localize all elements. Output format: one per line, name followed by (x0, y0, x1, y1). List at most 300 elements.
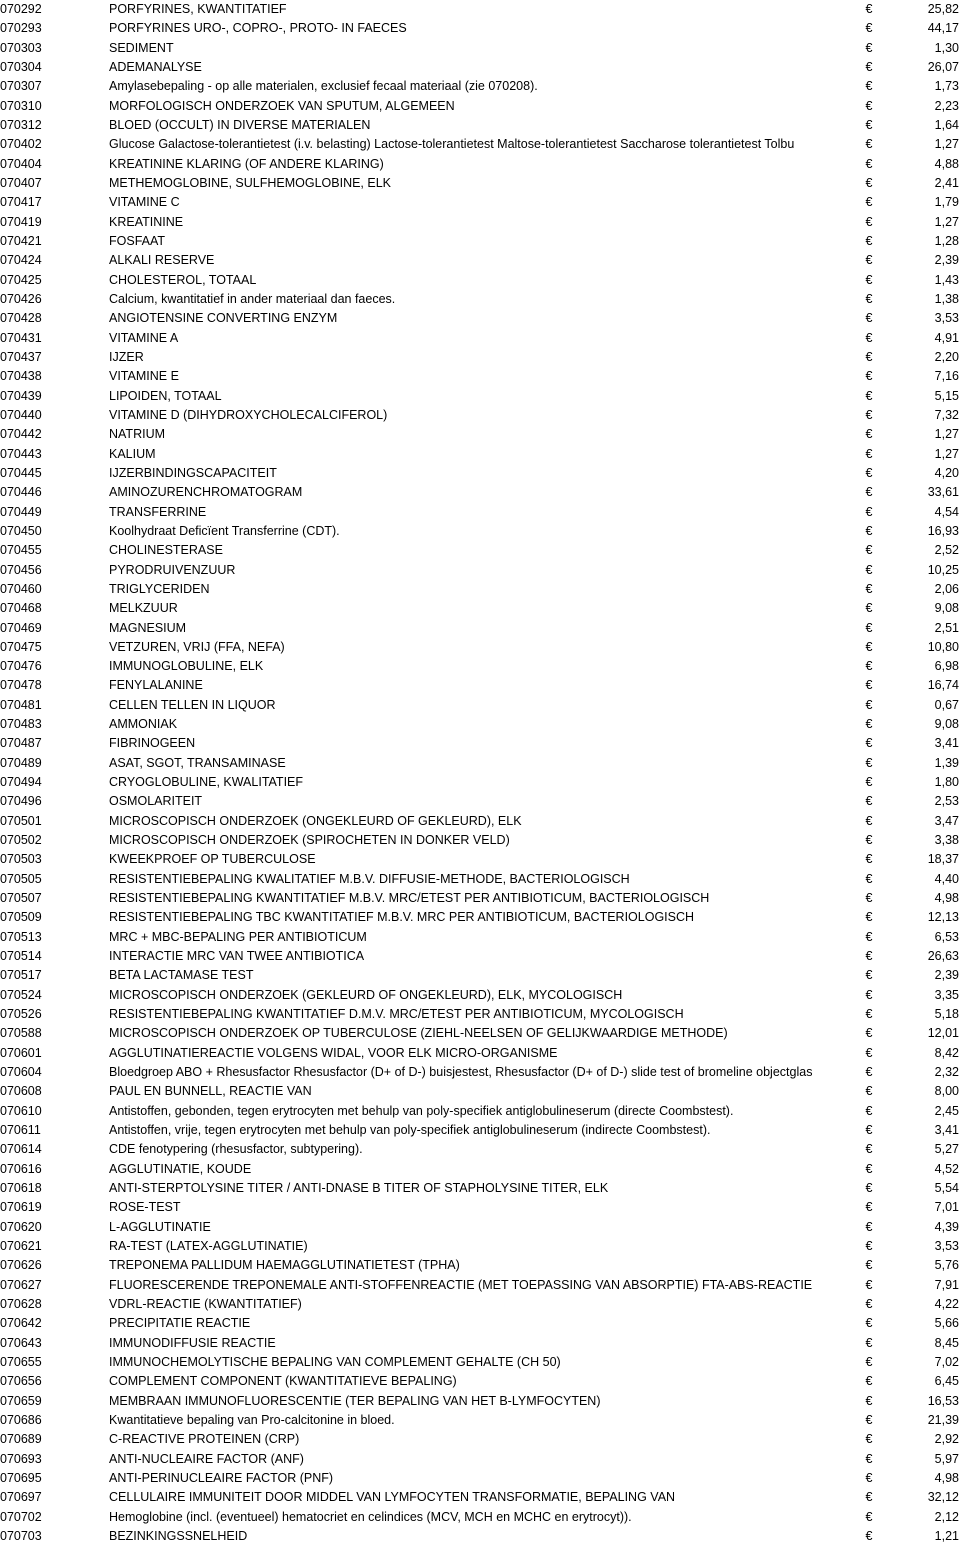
row-price: 1,43 (934, 272, 959, 287)
row-code: 070608 (0, 1084, 42, 1099)
row-description: AGGLUTINATIE, KOUDE (109, 1161, 252, 1176)
row-description: TRIGLYCERIDEN (109, 581, 210, 596)
table-row (0, 251, 960, 270)
row-code: 070304 (0, 59, 42, 74)
row-price: 7,01 (934, 1200, 959, 1215)
row-description: LIPOIDEN, TOTAAL (109, 388, 222, 403)
row-code: 070419 (0, 214, 42, 229)
row-description: PRECIPITATIE REACTIE (109, 1316, 251, 1331)
row-code: 070428 (0, 311, 42, 326)
row-code: 070616 (0, 1161, 42, 1176)
row-price: 1,28 (934, 233, 959, 248)
row-description: KWEEKPROEF OP TUBERCULOSE (109, 852, 316, 867)
table-row (0, 367, 960, 386)
row-description: ANGIOTENSINE CONVERTING ENZYM (109, 311, 338, 326)
row-price: 1,27 (934, 427, 959, 442)
table-row (0, 232, 960, 251)
row-code: 070440 (0, 407, 42, 422)
currency-symbol: € (865, 1142, 873, 1157)
row-price: 16,74 (927, 678, 959, 693)
row-price: 7,16 (934, 369, 959, 384)
currency-symbol: € (865, 794, 873, 809)
table-row (0, 1121, 960, 1140)
currency-symbol: € (865, 1084, 873, 1099)
row-code: 070689 (0, 1432, 42, 1447)
row-code: 070697 (0, 1490, 42, 1505)
row-price: 4,20 (934, 465, 959, 480)
row-description: CELLULAIRE IMMUNITEIT DOOR MIDDEL VAN LYMFOCYTEN TRANSFORMATIE, BEPALING VAN (109, 1490, 676, 1505)
table-row (0, 1024, 960, 1043)
row-code: 070503 (0, 852, 42, 867)
table-row (0, 309, 960, 328)
currency-symbol: € (865, 1103, 873, 1118)
row-price: 3,53 (934, 1239, 959, 1253)
row-code: 070481 (0, 697, 42, 712)
table-row (0, 213, 960, 232)
currency-symbol: € (865, 388, 873, 403)
row-price: 8,00 (934, 1084, 959, 1099)
row-code: 070614 (0, 1142, 42, 1157)
row-description: MELKZUUR (109, 601, 178, 616)
row-description: Bloedgroep ABO + Rhesusfactor Rhesusfactor (D+ of D-) buisjestest, Rhesusfactor (D+ of D-) slide test of bromeline objectglas (109, 1065, 813, 1080)
table-row (0, 1044, 960, 1063)
row-code: 070292 (0, 2, 42, 16)
row-code: 070443 (0, 446, 42, 461)
row-price: 10,80 (927, 639, 959, 654)
table-row (0, 1527, 960, 1546)
row-code: 070507 (0, 891, 42, 906)
currency-symbol: € (865, 1393, 873, 1408)
table-row (0, 1198, 960, 1217)
table-row (0, 792, 960, 811)
row-price: 6,98 (934, 659, 959, 674)
table-row (0, 1488, 960, 1507)
row-description: VITAMINE E (109, 369, 179, 384)
currency-symbol: € (865, 620, 873, 635)
table-row (0, 541, 960, 560)
row-price: 2,39 (934, 968, 959, 983)
row-description: AGGLUTINATIEREACTIE VOLGENS WIDAL, VOOR ELK MICRO-ORGANISME (109, 1045, 558, 1060)
row-code: 070618 (0, 1181, 42, 1196)
row-description: PORFYRINES URO-, COPRO-, PROTO- IN FAECES (109, 21, 407, 36)
row-code: 070438 (0, 369, 42, 384)
row-description: Amylasebepaling - op alle materialen, exclusief fecaal materiaal (zie 070208). (109, 79, 538, 94)
table-row (0, 657, 960, 676)
currency-symbol: € (865, 214, 873, 229)
currency-symbol: € (865, 2, 873, 16)
row-price: 2,45 (934, 1103, 959, 1118)
row-code: 070659 (0, 1393, 42, 1408)
table-row (0, 1256, 960, 1275)
row-price: 5,97 (934, 1451, 959, 1466)
row-description: PAUL EN BUNNELL, REACTIE VAN (109, 1084, 312, 1099)
row-price: 1,80 (934, 775, 959, 790)
row-price: 7,91 (934, 1277, 959, 1292)
currency-symbol: € (865, 1065, 873, 1080)
table-row (0, 1276, 960, 1295)
row-code: 070627 (0, 1277, 42, 1292)
row-description: MICROSCOPISCH ONDERZOEK (GEKLEURD OF ONGEKLEURD), ELK, MYCOLOGISCH (109, 987, 623, 1002)
row-description: IMMUNODIFFUSIE REACTIE (109, 1335, 276, 1350)
currency-symbol: € (865, 1181, 873, 1196)
row-price: 2,53 (934, 794, 959, 809)
currency-symbol: € (865, 1161, 873, 1176)
row-price: 2,39 (934, 253, 959, 268)
row-description: VITAMINE C (109, 195, 180, 210)
row-description: PORFYRINES, KWANTITATIEF (109, 2, 287, 16)
row-price: 1,64 (934, 117, 959, 132)
table-row (0, 116, 960, 135)
row-code: 070449 (0, 504, 42, 519)
currency-symbol: € (865, 311, 873, 326)
row-code: 070509 (0, 910, 42, 925)
row-description: Antistoffen, gebonden, tegen erytrocyten met behulp van poly-specifiek antiglobulineserum (directe Coombstest). (109, 1103, 734, 1118)
table-row (0, 580, 960, 599)
row-price: 2,06 (934, 581, 959, 596)
row-description: MICROSCOPISCH ONDERZOEK (ONGEKLEURD OF GEKLEURD), ELK (109, 813, 522, 828)
row-code: 070445 (0, 465, 42, 480)
table-row (0, 599, 960, 618)
currency-symbol: € (865, 1451, 873, 1466)
row-code: 070601 (0, 1045, 42, 1060)
row-code: 070310 (0, 98, 42, 113)
row-code: 070439 (0, 388, 42, 403)
row-price: 12,01 (927, 1026, 959, 1041)
row-code: 070446 (0, 485, 42, 500)
row-description: CHOLINESTERASE (109, 543, 223, 558)
row-code: 070442 (0, 427, 42, 442)
row-code: 070421 (0, 233, 42, 248)
row-code: 070588 (0, 1026, 42, 1041)
row-price: 2,41 (934, 175, 959, 190)
row-code: 070611 (0, 1123, 41, 1138)
row-price: 1,27 (934, 446, 959, 461)
row-code: 070505 (0, 871, 42, 886)
row-description: CDE fenotypering (rhesusfactor, subtypering). (109, 1142, 363, 1157)
row-price: 5,27 (934, 1142, 959, 1157)
currency-symbol: € (865, 1123, 873, 1138)
table-row (0, 155, 960, 174)
row-description: VITAMINE A (109, 330, 179, 345)
row-price: 4,22 (934, 1296, 959, 1311)
row-code: 070610 (0, 1103, 42, 1118)
table-row (0, 1508, 960, 1527)
row-description: Glucose Galactose-tolerantietest (i.v. belasting) Lactose-tolerantietest Maltose-tolerantietest Saccharose tolerantietest Tolbu (109, 137, 795, 152)
currency-symbol: € (865, 1470, 873, 1485)
row-description: RESISTENTIEBEPALING KWANTITATIEF M.B.V. MRC/ETEST PER ANTIBIOTICUM, BACTERIOLOGISCH (109, 891, 710, 906)
row-code: 070695 (0, 1470, 42, 1485)
row-description: Kwantitatieve bepaling van Pro-calcitonine in bloed. (109, 1412, 395, 1427)
row-description: FLUORESCERENDE TREPONEMALE ANTI-STOFFENREACTIE (MET TOEPASSING VAN ABSORPTIE) FTA-ABS-REACTIE (109, 1277, 813, 1292)
currency-symbol: € (865, 465, 873, 480)
row-description: KREATININE KLARING (OF ANDERE KLARING) (109, 156, 384, 171)
row-price: 1,79 (934, 195, 959, 210)
row-description: SEDIMENT (109, 40, 174, 55)
currency-symbol: € (865, 175, 873, 190)
row-description: ADEMANALYSE (109, 59, 202, 74)
currency-symbol: € (865, 871, 873, 886)
row-price: 3,47 (934, 813, 959, 828)
row-price: 16,93 (927, 523, 959, 538)
currency-symbol: € (865, 929, 873, 944)
row-description: Hemoglobine (incl. (eventueel) hematocriet en celindices (MCV, MCH en MCHC en erytrocyt)). (109, 1509, 632, 1524)
row-price: 16,53 (927, 1393, 959, 1408)
row-code: 070487 (0, 736, 42, 751)
row-description: ROSE-TEST (109, 1200, 181, 1215)
table-row (0, 193, 960, 212)
row-code: 070620 (0, 1219, 42, 1234)
row-code: 070643 (0, 1335, 42, 1350)
currency-symbol: € (865, 291, 873, 306)
row-price: 2,51 (934, 620, 959, 635)
table-row (0, 348, 960, 367)
currency-symbol: € (865, 1296, 873, 1311)
row-price: 32,12 (927, 1490, 959, 1505)
table-row (0, 638, 960, 657)
table-row (0, 387, 960, 406)
table-row (0, 97, 960, 116)
row-description: Antistoffen, vrije, tegen erytrocyten met behulp van poly-specifiek antiglobulineserum (indirecte Coombstest). (109, 1123, 711, 1138)
currency-symbol: € (865, 79, 873, 94)
currency-symbol: € (865, 446, 873, 461)
row-description: MEMBRAAN IMMUNOFLUORESCENTIE (TER BEPALING VAN HET B-LYMFOCYTEN) (109, 1393, 601, 1408)
row-price: 4,98 (934, 1470, 959, 1485)
currency-symbol: € (865, 581, 873, 596)
row-price: 1,27 (934, 137, 959, 152)
row-code: 070312 (0, 117, 42, 132)
currency-symbol: € (865, 1026, 873, 1041)
row-description: Koolhydraat Deficïent Transferrine (CDT). (109, 523, 340, 538)
row-price: 4,91 (934, 330, 959, 345)
currency-symbol: € (865, 543, 873, 558)
currency-symbol: € (865, 968, 873, 983)
row-price: 3,41 (934, 736, 959, 751)
table-row (0, 812, 960, 831)
currency-symbol: € (865, 678, 873, 693)
table-row (0, 1372, 960, 1391)
row-description: FIBRINOGEEN (109, 736, 196, 751)
row-description: MAGNESIUM (109, 620, 187, 635)
table-row (0, 1179, 960, 1198)
row-code: 070307 (0, 79, 42, 94)
table-row (0, 966, 960, 985)
row-code: 070619 (0, 1200, 42, 1215)
table-row (0, 715, 960, 734)
row-price: 12,13 (927, 910, 959, 925)
row-code: 070407 (0, 175, 42, 190)
currency-symbol: € (865, 117, 873, 132)
row-price: 26,63 (927, 949, 959, 964)
row-code: 070524 (0, 987, 42, 1002)
currency-symbol: € (865, 253, 873, 268)
currency-symbol: € (865, 833, 873, 848)
table-row (0, 39, 960, 58)
row-price: 1,73 (934, 79, 959, 94)
currency-symbol: € (865, 755, 873, 770)
currency-symbol: € (865, 523, 873, 538)
row-price: 6,53 (934, 929, 959, 944)
currency-symbol: € (865, 736, 873, 751)
row-code: 070494 (0, 775, 42, 790)
currency-symbol: € (865, 1258, 873, 1273)
row-code: 070514 (0, 949, 42, 964)
currency-symbol: € (865, 1219, 873, 1234)
currency-symbol: € (865, 233, 873, 248)
currency-symbol: € (865, 697, 873, 712)
row-price: 3,38 (934, 833, 959, 848)
row-price: 2,12 (934, 1509, 959, 1524)
row-price: 3,35 (934, 987, 959, 1002)
currency-symbol: € (865, 330, 873, 345)
row-code: 070437 (0, 349, 42, 364)
row-code: 070655 (0, 1354, 42, 1369)
row-price: 2,92 (934, 1432, 959, 1447)
table-row (0, 928, 960, 947)
currency-symbol: € (865, 659, 873, 674)
row-price: 4,52 (934, 1161, 959, 1176)
table-row (0, 1295, 960, 1314)
row-description: RESISTENTIEBEPALING KWANTITATIEF D.M.V. MRC/ETEST PER ANTIBIOTICUM, MYCOLOGISCH (109, 1007, 684, 1022)
currency-symbol: € (865, 852, 873, 867)
row-description: IJZER (109, 349, 144, 364)
row-description: ANTI-NUCLEAIRE FACTOR (ANF) (109, 1451, 304, 1466)
table-row (0, 174, 960, 193)
currency-symbol: € (865, 775, 873, 790)
table-row (0, 0, 960, 19)
table-row (0, 1392, 960, 1411)
table-row (0, 58, 960, 77)
row-price: 4,54 (934, 504, 959, 519)
table-row (0, 1314, 960, 1333)
row-price: 4,88 (934, 156, 959, 171)
row-code: 070293 (0, 21, 42, 36)
table-row (0, 850, 960, 869)
row-code: 070450 (0, 523, 42, 538)
row-description: ASAT, SGOT, TRANSAMINASE (109, 755, 286, 770)
currency-symbol: € (865, 369, 873, 384)
row-code: 070478 (0, 678, 42, 693)
row-price: 7,02 (934, 1354, 959, 1369)
currency-symbol: € (865, 639, 873, 654)
table-row (0, 329, 960, 348)
table-row (0, 503, 960, 522)
currency-symbol: € (865, 987, 873, 1002)
row-description: OSMOLARITEIT (109, 794, 203, 809)
row-code: 070303 (0, 40, 42, 55)
row-description: COMPLEMENT COMPONENT (KWANTITATIEVE BEPALING) (109, 1374, 457, 1389)
currency-symbol: € (865, 195, 873, 210)
row-price: 2,52 (934, 543, 959, 558)
currency-symbol: € (865, 485, 873, 500)
currency-symbol: € (865, 1528, 873, 1543)
row-description: TREPONEMA PALLIDUM HAEMAGGLUTINATIETEST (TPHA) (109, 1258, 460, 1273)
currency-symbol: € (865, 1354, 873, 1369)
table-row (0, 1237, 960, 1256)
row-description: C-REACTIVE PROTEINEN (CRP) (109, 1432, 300, 1447)
row-price: 6,45 (934, 1374, 959, 1389)
row-description: MICROSCOPISCH ONDERZOEK OP TUBERCULOSE (ZIEHL-NEELSEN OF GELIJKWAARDIGE METHODE) (109, 1026, 728, 1041)
table-row (0, 947, 960, 966)
table-row (0, 676, 960, 695)
row-description: IMMUNOCHEMOLYTISCHE BEPALING VAN COMPLEMENT GEHALTE (CH 50) (109, 1354, 561, 1369)
row-code: 070517 (0, 968, 42, 983)
row-price: 3,53 (934, 311, 959, 326)
currency-symbol: € (865, 910, 873, 925)
row-code: 070703 (0, 1528, 42, 1543)
row-code: 070455 (0, 543, 42, 558)
table-row (0, 1450, 960, 1469)
row-code: 070402 (0, 137, 42, 152)
row-code: 070456 (0, 562, 42, 577)
row-description: TRANSFERRINE (109, 504, 207, 519)
row-code: 070656 (0, 1374, 42, 1389)
row-price: 4,40 (934, 871, 959, 886)
row-description: MRC + MBC-BEPALING PER ANTIBIOTICUM (109, 929, 367, 944)
row-price: 5,15 (934, 388, 959, 403)
currency-symbol: € (865, 349, 873, 364)
row-price: 5,54 (934, 1181, 959, 1196)
row-code: 070642 (0, 1316, 42, 1331)
table-row (0, 1063, 960, 1082)
row-code: 070501 (0, 813, 42, 828)
currency-symbol: € (865, 717, 873, 732)
row-description: IMMUNOGLOBULINE, ELK (109, 659, 264, 674)
row-description: AMINOZURENCHROMATOGRAM (109, 485, 303, 500)
currency-symbol: € (865, 1007, 873, 1022)
table-row (0, 1140, 960, 1159)
currency-symbol: € (865, 1335, 873, 1350)
table-row (0, 1160, 960, 1179)
row-code: 070483 (0, 717, 42, 732)
currency-symbol: € (865, 1432, 873, 1447)
currency-symbol: € (865, 407, 873, 422)
row-description: ALKALI RESERVE (109, 253, 215, 268)
table-row (0, 734, 960, 753)
row-description: MICROSCOPISCH ONDERZOEK (SPIROCHETEN IN DONKER VELD) (109, 833, 510, 848)
row-price: 4,39 (934, 1219, 959, 1234)
row-description: INTERACTIE MRC VAN TWEE ANTIBIOTICA (109, 949, 365, 964)
row-price: 8,45 (934, 1335, 959, 1350)
row-code: 070621 (0, 1239, 42, 1253)
row-description: ANTI-PERINUCLEAIRE FACTOR (PNF) (109, 1470, 334, 1485)
row-price: 33,61 (927, 485, 959, 500)
table-row (0, 1334, 960, 1353)
table-row (0, 908, 960, 927)
table-row (0, 1218, 960, 1237)
row-description: VETZUREN, VRIJ (FFA, NEFA) (109, 639, 285, 654)
table-row (0, 290, 960, 309)
row-description: Calcium, kwantitatief in ander materiaal dan faeces. (109, 291, 396, 306)
table-row (0, 986, 960, 1005)
row-price: 10,25 (927, 562, 959, 577)
row-price: 1,38 (934, 291, 959, 306)
row-price: 44,17 (927, 21, 959, 36)
row-price: 9,08 (934, 717, 959, 732)
row-code: 070468 (0, 601, 42, 616)
row-code: 070686 (0, 1412, 42, 1427)
row-price: 2,23 (934, 98, 959, 113)
table-row (0, 1102, 960, 1121)
row-description: BETA LACTAMASE TEST (109, 968, 254, 983)
currency-symbol: € (865, 98, 873, 113)
row-code: 070475 (0, 639, 42, 654)
row-price: 1,21 (934, 1528, 959, 1543)
currency-symbol: € (865, 137, 873, 152)
currency-symbol: € (865, 1509, 873, 1524)
row-price: 3,41 (934, 1123, 959, 1138)
currency-symbol: € (865, 1277, 873, 1292)
table-row (0, 522, 960, 541)
